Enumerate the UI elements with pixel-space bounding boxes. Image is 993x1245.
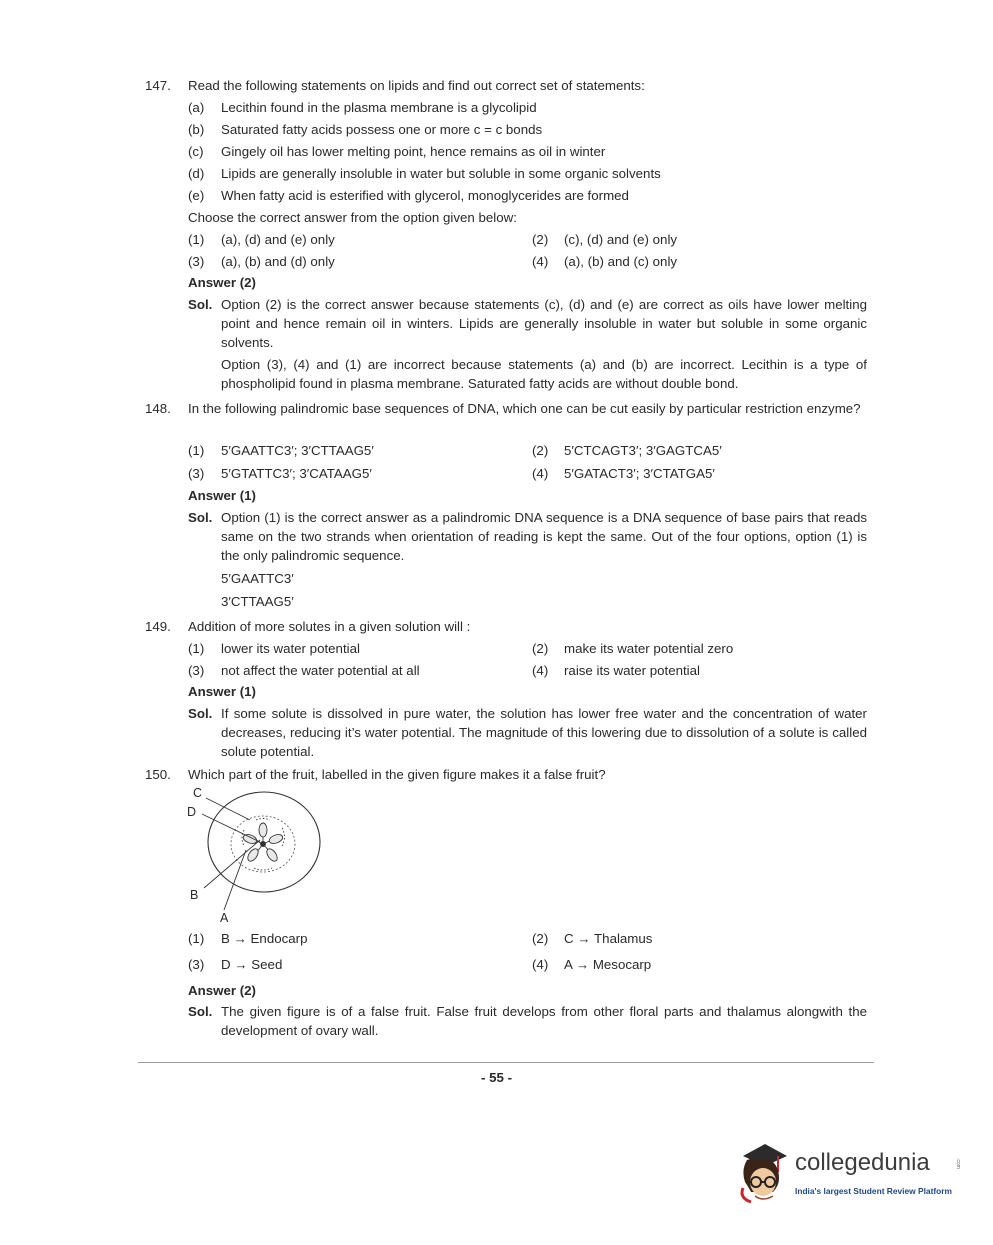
logo-wordmark: collegedunia xyxy=(795,1149,930,1176)
option-label: (4) xyxy=(532,663,549,678)
option-text: 5′GTATTC3′; 3′CATAAG5′ xyxy=(221,466,372,481)
answer: Answer (2) xyxy=(188,983,256,998)
mascot-icon xyxy=(735,1136,793,1206)
option-text: (a), (b) and (d) only xyxy=(221,254,335,269)
option-label: (3) xyxy=(188,466,205,481)
option-text: 5′GATACT3′; 3′CTATGA5′ xyxy=(564,466,715,481)
fruit-core xyxy=(242,819,285,871)
statement-label: (a) xyxy=(188,100,205,115)
option-text: 5′CTCAGT3′; 3′GAGTCA5′ xyxy=(564,443,722,458)
option-text: make its water potential zero xyxy=(564,641,734,656)
figure-label-b: B xyxy=(190,888,199,902)
option-text: raise its water potential xyxy=(564,663,700,678)
solution-text: Option (2) is the correct answer because statements (c), (d) and (e) are correct as oils have lower melting point and hence remain oil in winters. Lipids are generally insoluble in water but soluble in some organic solvents. xyxy=(221,297,867,350)
solution-text: The given figure is of a false fruit. False fruit develops from other floral parts and thalamus alongwith the development of ovary wall. xyxy=(221,1004,867,1038)
option-label: (4) xyxy=(532,466,549,481)
figure-label-d: D xyxy=(187,805,197,819)
option-text: lower its water potential xyxy=(221,641,360,656)
page-number: - 55 - xyxy=(480,1070,513,1085)
solution-text: Option (1) is the correct answer as a palindromic DNA sequence is a DNA sequence of base pairs that reads same on the two strands when orientation of reading is kept the same. Out of the four options, option (1) is the only palindromic sequence. xyxy=(221,510,867,563)
option-label: (2) xyxy=(532,232,549,247)
option-text: (a), (b) and (c) only xyxy=(564,254,678,269)
option-text: not affect the water potential at all xyxy=(221,663,420,678)
answer: Answer (1) xyxy=(188,684,256,699)
option-text: C → Thalamus xyxy=(564,931,653,946)
logo-domain: .com xyxy=(955,1158,961,1169)
question-text: Addition of more solutes in a given solution will : xyxy=(188,619,471,634)
question-number: 147. xyxy=(145,78,171,93)
solution-label: Sol. xyxy=(188,510,213,525)
question-number: 150. xyxy=(145,767,171,782)
statement-text: Lipids are generally insoluble in water but soluble in some organic solvents xyxy=(221,166,661,181)
statement-label: (d) xyxy=(188,166,205,181)
option-text: (c), (d) and (e) only xyxy=(564,232,678,247)
option-text: 5′GAATTC3′; 3′CTTAAG5′ xyxy=(221,443,374,458)
option-text: D → Seed xyxy=(221,957,283,972)
option-label: (3) xyxy=(188,663,205,678)
option-label: (1) xyxy=(188,641,205,656)
solution-label: Sol. xyxy=(188,297,213,312)
statement-text: Lecithin found in the plasma membrane is a glycolipid xyxy=(221,100,537,115)
dna-sequence: 3′CTTAAG5′ xyxy=(221,594,294,609)
statement-text: When fatty acid is esterified with glycerol, monoglycerides are formed xyxy=(221,188,629,203)
solution-label: Sol. xyxy=(188,1004,213,1019)
statement-label: (b) xyxy=(188,122,205,137)
footer-divider xyxy=(138,1062,874,1063)
dna-sequence: 5′GAATTC3′ xyxy=(221,571,294,586)
option-label: (2) xyxy=(532,641,549,656)
false-fruit-figure xyxy=(180,780,330,930)
figure-label-a: A xyxy=(220,911,229,925)
statement-text: Gingely oil has lower melting point, hence remains as oil in winter xyxy=(221,144,606,159)
question-text: In the following palindromic base sequences of DNA, which one can be cut easily by particular restriction enzyme? xyxy=(188,401,861,416)
question-text: Read the following statements on lipids and find out correct set of statements: xyxy=(188,78,645,93)
option-label: (4) xyxy=(532,957,549,972)
option-label: (1) xyxy=(188,931,205,946)
option-text: (a), (d) and (e) only xyxy=(221,232,335,247)
statement-label: (e) xyxy=(188,188,205,203)
option-text: B → Endocarp xyxy=(221,931,308,946)
option-label: (3) xyxy=(188,254,205,269)
option-label: (3) xyxy=(188,957,205,972)
option-text: A → Mesocarp xyxy=(564,957,652,972)
figure-label-c: C xyxy=(193,786,203,800)
solution-text: Option (3), (4) and (1) are incorrect because statements (a) and (b) are incorrect. Lecithin is a type of phospholipid found in plasma membrane. Saturated fatty acids are without double bond. xyxy=(221,357,867,391)
instruction: Choose the correct answer from the option given below: xyxy=(188,210,517,225)
answer: Answer (2) xyxy=(188,275,256,290)
option-label: (2) xyxy=(532,443,549,458)
option-label: (4) xyxy=(532,254,549,269)
statement-label: (c) xyxy=(188,144,204,159)
solution-label: Sol. xyxy=(188,706,213,721)
question-number: 149. xyxy=(145,619,171,634)
question-number: 148. xyxy=(145,401,171,416)
answer: Answer (1) xyxy=(188,488,256,503)
option-label: (1) xyxy=(188,232,205,247)
logo-tagline: India's largest Student Review Platform xyxy=(795,1186,952,1196)
option-label: (1) xyxy=(188,443,205,458)
statement-text: Saturated fatty acids possess one or more c = c bonds xyxy=(221,122,543,137)
option-label: (2) xyxy=(532,931,549,946)
question-text: Which part of the fruit, labelled in the given figure makes it a false fruit? xyxy=(188,767,606,782)
solution-text: If some solute is dissolved in pure water, the solution has lower free water and the concentration of water decreases, reducing it’s water potential. The magnitude of this lowering due to dissolution of a solute is called solute potential. xyxy=(221,706,867,759)
